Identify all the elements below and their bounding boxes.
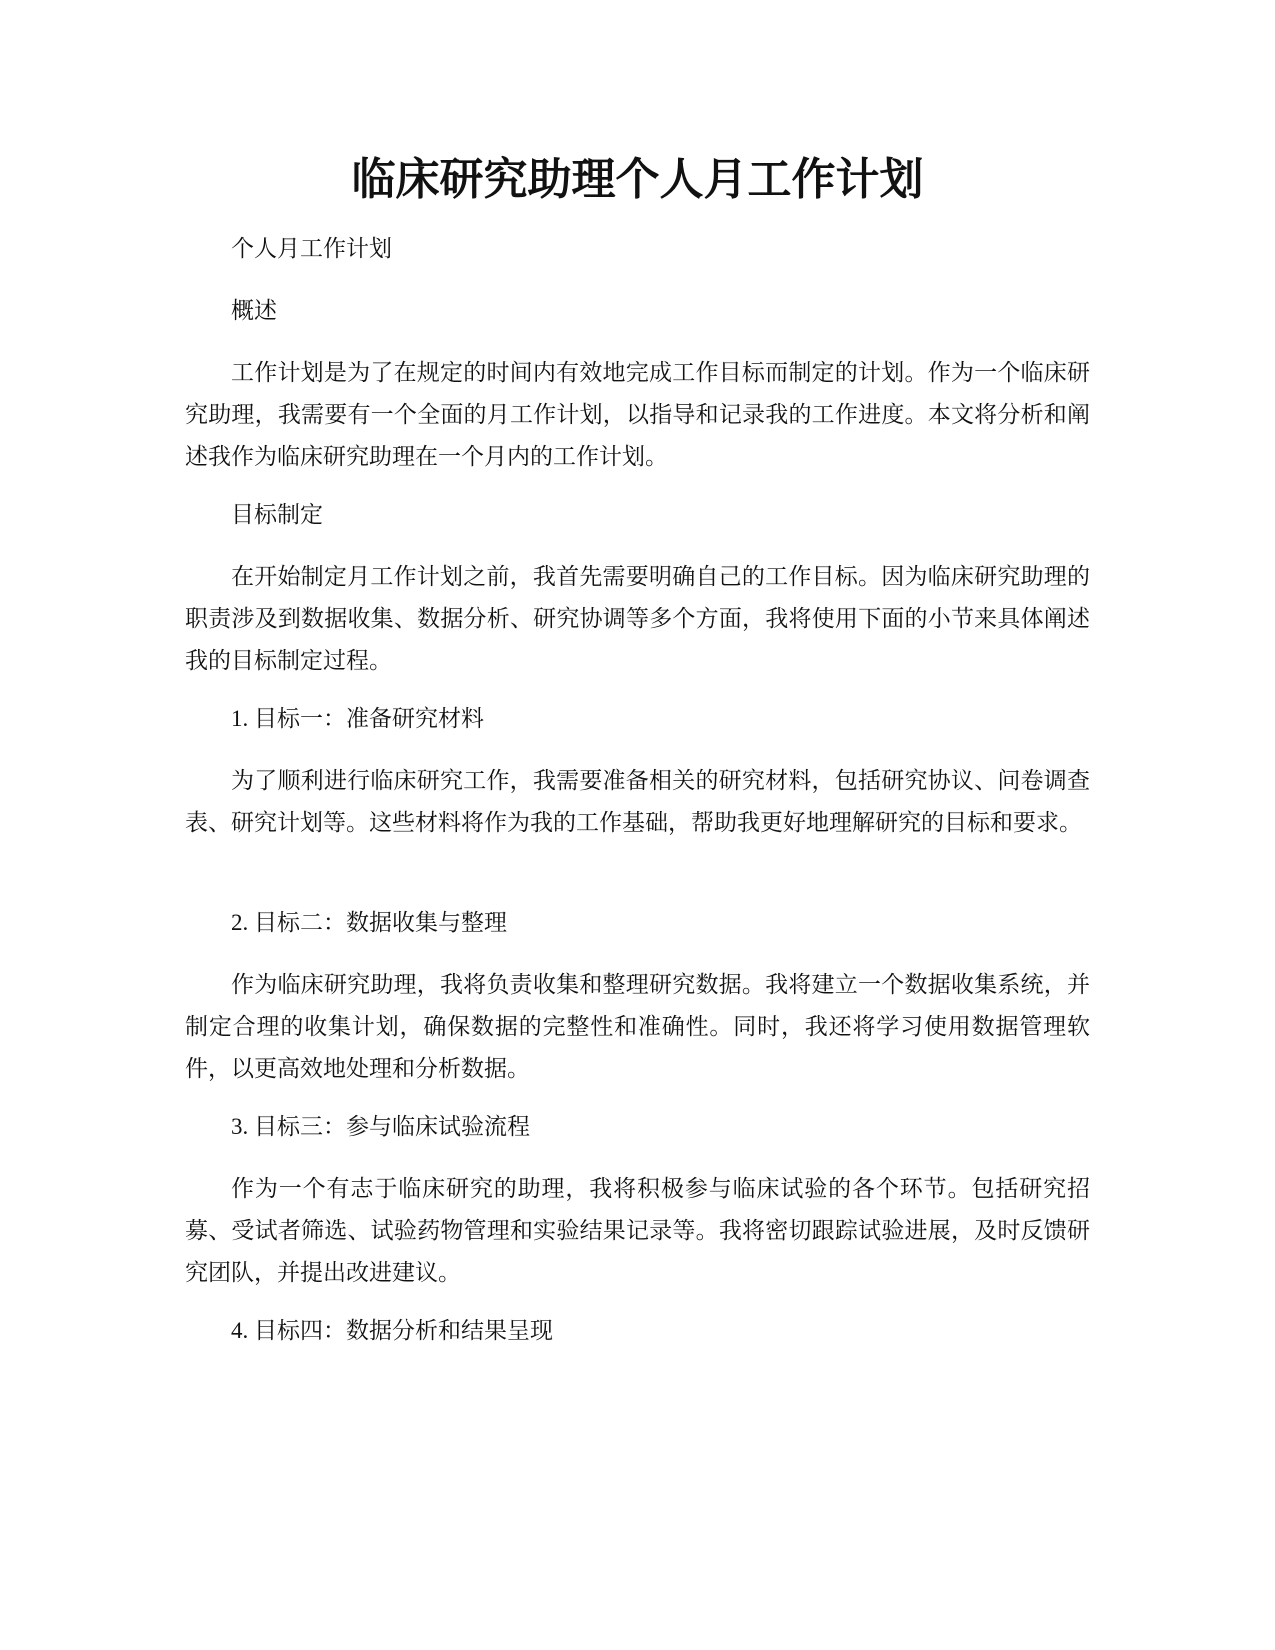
paragraph-goal-4-heading: 4. 目标四：数据分析和结果呈现 [231, 1318, 553, 1343]
paragraph-heading-plan: 个人月工作计划 [231, 236, 392, 261]
paragraph-goal-3: 作为一个有志于临床研究的助理，我将积极参与临床试验的各个环节。包括研究招募、受试者筛选、试验药物管理和实验结果记录等。我将密切跟踪试验进展，及时反馈研究团队，并提出改进建议。 [185, 1176, 1090, 1285]
paragraph-goal-1-heading: 1. 目标一：准备研究材料 [231, 706, 484, 731]
paragraph-goal-2: 作为临床研究助理，我将负责收集和整理研究数据。我将建立一个数据收集系统，并制定合理的收集计划，确保数据的完整性和准确性。同时，我还将学习使用数据管理软件，以更高效地处理和分析数据。 [185, 972, 1090, 1081]
paragraph-overview: 工作计划是为了在规定的时间内有效地完成工作目标而制定的计划。作为一个临床研究助理，我需要有一个全面的月工作计划，以指导和记录我的工作进度。本文将分析和阐述我作为临床研究助理在一个月内的工作计划。 [185, 360, 1090, 469]
document-title: 临床研究助理个人月工作计划 [351, 154, 924, 205]
paragraph-goal-1: 为了顺利进行临床研究工作，我需要准备相关的研究材料，包括研究协议、问卷调查表、研究计划等。这些材料将作为我的工作基础，帮助我更好地理解研究的目标和要求。 [185, 768, 1090, 835]
paragraph-goals: 在开始制定月工作计划之前，我首先需要明确自己的工作目标。因为临床研究助理的职责涉及到数据收集、数据分析、研究协调等多个方面，我将使用下面的小节来具体阐述我的目标制定过程。 [185, 564, 1090, 673]
paragraph-heading-goals: 目标制定 [231, 502, 323, 527]
paragraph-heading-overview: 概述 [231, 298, 277, 323]
paragraph-goal-3-heading: 3. 目标三：参与临床试验流程 [231, 1114, 530, 1139]
paragraph-goal-2-heading: 2. 目标二：数据收集与整理 [231, 910, 507, 935]
